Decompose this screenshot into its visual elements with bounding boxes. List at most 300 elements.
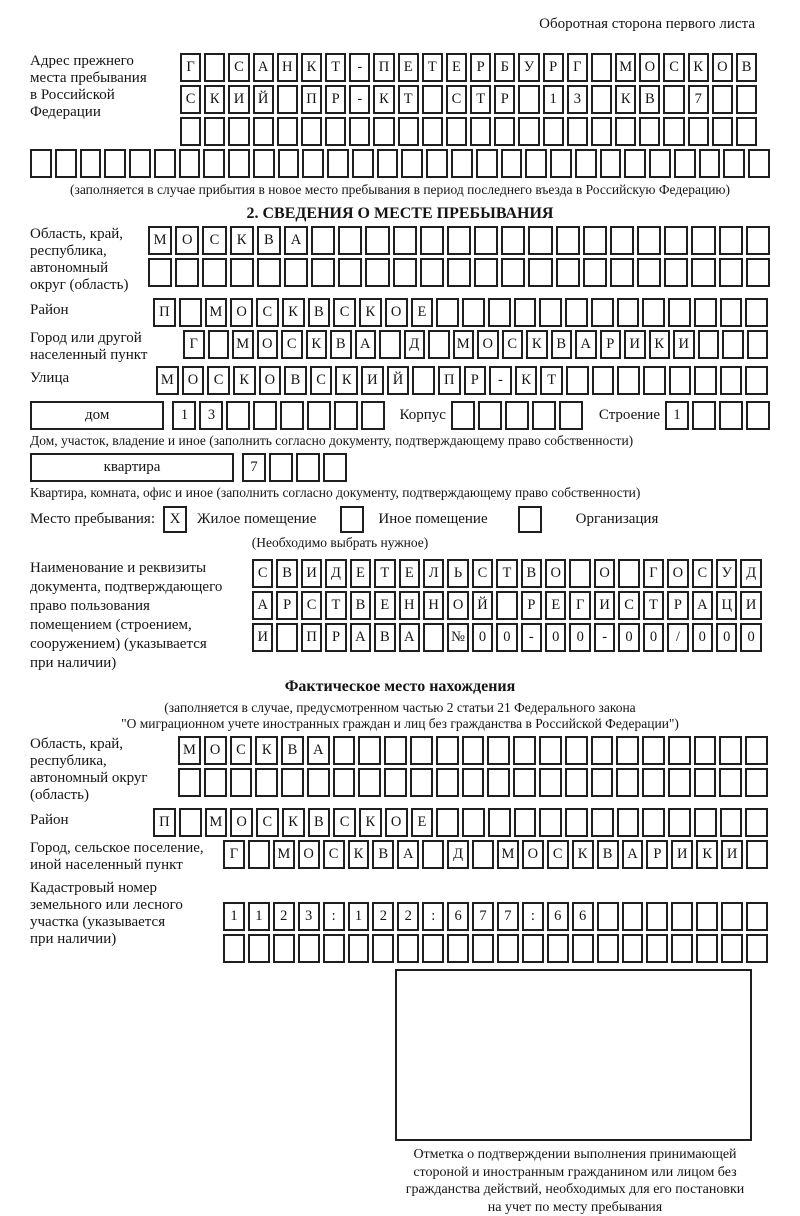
char-box[interactable] xyxy=(522,934,544,963)
char-box[interactable]: Р xyxy=(521,591,542,620)
char-box[interactable] xyxy=(669,366,692,395)
char-box[interactable]: М xyxy=(232,330,254,359)
char-box[interactable] xyxy=(664,258,688,287)
char-box[interactable] xyxy=(451,149,473,178)
char-box[interactable] xyxy=(556,258,580,287)
char-box[interactable]: П xyxy=(373,53,394,82)
char-box[interactable] xyxy=(284,258,308,287)
char-box[interactable]: С xyxy=(618,591,639,620)
char-box[interactable] xyxy=(393,226,417,255)
char-box[interactable] xyxy=(398,117,419,146)
char-box[interactable] xyxy=(591,736,614,765)
char-box[interactable]: 0 xyxy=(569,623,590,652)
char-box[interactable]: И xyxy=(361,366,384,395)
char-box[interactable]: : xyxy=(522,902,544,931)
char-box[interactable]: С xyxy=(228,53,249,82)
char-box[interactable]: О xyxy=(447,591,468,620)
char-box[interactable] xyxy=(496,591,517,620)
char-box[interactable] xyxy=(175,258,199,287)
char-box[interactable] xyxy=(422,117,443,146)
char-box[interactable] xyxy=(311,258,335,287)
char-box[interactable]: Д xyxy=(447,840,469,869)
char-box[interactable]: Е xyxy=(446,53,467,82)
char-box[interactable] xyxy=(646,902,668,931)
char-box[interactable]: В xyxy=(350,591,371,620)
char-box[interactable] xyxy=(154,149,176,178)
char-box[interactable] xyxy=(255,768,278,797)
char-box[interactable] xyxy=(30,149,52,178)
char-box[interactable]: А xyxy=(253,53,274,82)
char-box[interactable] xyxy=(624,149,646,178)
char-box[interactable] xyxy=(539,736,562,765)
char-box[interactable] xyxy=(338,226,362,255)
char-box[interactable]: Р xyxy=(276,591,297,620)
char-box[interactable]: К xyxy=(230,226,254,255)
char-box[interactable] xyxy=(583,226,607,255)
char-box[interactable] xyxy=(488,298,511,327)
char-box[interactable] xyxy=(668,768,691,797)
char-box[interactable] xyxy=(642,808,665,837)
char-box[interactable]: В xyxy=(276,559,297,588)
char-box[interactable] xyxy=(597,902,619,931)
char-box[interactable]: М xyxy=(273,840,295,869)
char-box[interactable]: К xyxy=(282,808,305,837)
char-box[interactable]: Р xyxy=(494,85,515,114)
char-box[interactable]: 0 xyxy=(472,623,493,652)
char-box[interactable] xyxy=(226,401,250,430)
organizatsiya-checkbox[interactable] xyxy=(518,506,542,533)
char-box[interactable] xyxy=(476,149,498,178)
char-box[interactable] xyxy=(745,768,768,797)
char-box[interactable] xyxy=(323,934,345,963)
char-box[interactable]: В xyxy=(521,559,542,588)
char-box[interactable]: Е xyxy=(350,559,371,588)
char-box[interactable]: К xyxy=(615,85,636,114)
char-box[interactable] xyxy=(307,768,330,797)
char-box[interactable]: 3 xyxy=(199,401,223,430)
char-box[interactable] xyxy=(547,934,569,963)
char-box[interactable] xyxy=(617,808,640,837)
zhiloe-checkbox[interactable]: X xyxy=(163,506,187,533)
char-box[interactable] xyxy=(592,366,615,395)
char-box[interactable] xyxy=(513,768,536,797)
char-box[interactable] xyxy=(736,85,757,114)
char-box[interactable]: К xyxy=(335,366,358,395)
char-box[interactable] xyxy=(532,401,556,430)
char-box[interactable] xyxy=(248,840,270,869)
char-box[interactable]: С xyxy=(323,840,345,869)
char-box[interactable] xyxy=(723,149,745,178)
char-box[interactable]: М xyxy=(497,840,519,869)
char-box[interactable]: К xyxy=(301,53,322,82)
char-box[interactable]: В xyxy=(597,840,619,869)
char-box[interactable]: Р xyxy=(464,366,487,395)
char-box[interactable] xyxy=(487,768,510,797)
char-box[interactable] xyxy=(591,768,614,797)
char-box[interactable]: М xyxy=(178,736,201,765)
char-box[interactable]: В xyxy=(308,808,331,837)
char-box[interactable] xyxy=(694,366,717,395)
char-box[interactable]: 7 xyxy=(242,453,266,482)
char-box[interactable]: В xyxy=(736,53,757,82)
char-box[interactable] xyxy=(253,117,274,146)
char-box[interactable]: У xyxy=(716,559,737,588)
char-box[interactable] xyxy=(712,85,733,114)
char-box[interactable]: - xyxy=(521,623,542,652)
char-box[interactable] xyxy=(401,149,423,178)
char-box[interactable] xyxy=(307,401,331,430)
char-box[interactable] xyxy=(451,401,475,430)
char-box[interactable]: С xyxy=(663,53,684,82)
char-box[interactable]: : xyxy=(323,902,345,931)
char-box[interactable] xyxy=(269,453,293,482)
char-box[interactable]: Г xyxy=(567,53,588,82)
char-box[interactable] xyxy=(325,117,346,146)
char-box[interactable] xyxy=(567,117,588,146)
char-box[interactable] xyxy=(565,298,588,327)
char-box[interactable]: В xyxy=(639,85,660,114)
char-box[interactable]: 1 xyxy=(665,401,689,430)
char-box[interactable] xyxy=(412,366,435,395)
char-box[interactable] xyxy=(565,808,588,837)
char-box[interactable]: 6 xyxy=(447,902,469,931)
char-box[interactable] xyxy=(447,934,469,963)
dom-type-box[interactable]: дом xyxy=(30,401,164,430)
char-box[interactable] xyxy=(422,934,444,963)
char-box[interactable]: В xyxy=(281,736,304,765)
char-box[interactable]: Г xyxy=(643,559,664,588)
char-box[interactable] xyxy=(617,366,640,395)
char-box[interactable] xyxy=(204,768,227,797)
char-box[interactable] xyxy=(397,934,419,963)
char-box[interactable]: И xyxy=(673,330,695,359)
char-box[interactable] xyxy=(591,298,614,327)
char-box[interactable]: Т xyxy=(643,591,664,620)
char-box[interactable] xyxy=(180,117,201,146)
char-box[interactable] xyxy=(420,258,444,287)
char-box[interactable]: О xyxy=(257,330,279,359)
char-box[interactable] xyxy=(501,258,525,287)
char-box[interactable] xyxy=(253,401,277,430)
char-box[interactable] xyxy=(622,902,644,931)
char-box[interactable] xyxy=(446,117,467,146)
char-box[interactable]: С xyxy=(180,85,201,114)
char-box[interactable]: К xyxy=(688,53,709,82)
char-box[interactable] xyxy=(692,401,716,430)
char-box[interactable] xyxy=(379,330,401,359)
char-box[interactable]: 2 xyxy=(397,902,419,931)
char-box[interactable] xyxy=(543,117,564,146)
char-box[interactable]: С xyxy=(207,366,230,395)
char-box[interactable]: А xyxy=(252,591,273,620)
char-box[interactable]: М xyxy=(453,330,475,359)
char-box[interactable] xyxy=(426,149,448,178)
char-box[interactable]: - xyxy=(594,623,615,652)
char-box[interactable] xyxy=(583,258,607,287)
char-box[interactable]: № xyxy=(447,623,468,652)
char-box[interactable]: 1 xyxy=(248,902,270,931)
char-box[interactable]: В xyxy=(330,330,352,359)
char-box[interactable]: Т xyxy=(496,559,517,588)
char-box[interactable] xyxy=(748,149,770,178)
char-box[interactable]: О xyxy=(175,226,199,255)
char-box[interactable]: П xyxy=(301,85,322,114)
char-box[interactable] xyxy=(514,808,537,837)
char-box[interactable]: П xyxy=(438,366,461,395)
char-box[interactable] xyxy=(470,117,491,146)
char-box[interactable]: К xyxy=(572,840,594,869)
char-box[interactable]: В xyxy=(284,366,307,395)
char-box[interactable] xyxy=(637,258,661,287)
char-box[interactable]: С xyxy=(256,808,279,837)
char-box[interactable] xyxy=(719,226,743,255)
char-box[interactable]: А xyxy=(350,623,371,652)
char-box[interactable] xyxy=(179,808,202,837)
char-box[interactable] xyxy=(334,401,358,430)
char-box[interactable]: 0 xyxy=(496,623,517,652)
char-box[interactable]: С xyxy=(692,559,713,588)
char-box[interactable]: Е xyxy=(398,53,419,82)
char-box[interactable]: 1 xyxy=(543,85,564,114)
char-box[interactable]: Е xyxy=(545,591,566,620)
char-box[interactable] xyxy=(384,736,407,765)
char-box[interactable]: Б xyxy=(494,53,515,82)
char-box[interactable] xyxy=(298,934,320,963)
char-box[interactable] xyxy=(228,149,250,178)
char-box[interactable] xyxy=(514,298,537,327)
char-box[interactable] xyxy=(472,934,494,963)
char-box[interactable] xyxy=(422,85,443,114)
char-box[interactable] xyxy=(616,736,639,765)
char-box[interactable] xyxy=(462,298,485,327)
char-box[interactable] xyxy=(277,85,298,114)
char-box[interactable] xyxy=(649,149,671,178)
char-box[interactable]: К xyxy=(515,366,538,395)
char-box[interactable]: О xyxy=(298,840,320,869)
char-box[interactable] xyxy=(664,226,688,255)
char-box[interactable]: 1 xyxy=(348,902,370,931)
char-box[interactable]: О xyxy=(230,808,253,837)
char-box[interactable]: И xyxy=(624,330,646,359)
char-box[interactable]: К xyxy=(359,298,382,327)
char-box[interactable] xyxy=(745,298,768,327)
char-box[interactable] xyxy=(643,366,666,395)
char-box[interactable]: Т xyxy=(398,85,419,114)
char-box[interactable] xyxy=(642,768,665,797)
char-box[interactable] xyxy=(348,934,370,963)
char-box[interactable] xyxy=(746,258,770,287)
char-box[interactable] xyxy=(423,623,444,652)
char-box[interactable] xyxy=(600,149,622,178)
char-box[interactable]: 3 xyxy=(567,85,588,114)
char-box[interactable] xyxy=(746,840,768,869)
char-box[interactable] xyxy=(572,934,594,963)
char-box[interactable]: А xyxy=(692,591,713,620)
char-box[interactable] xyxy=(436,768,459,797)
char-box[interactable]: Р xyxy=(646,840,668,869)
char-box[interactable]: 7 xyxy=(472,902,494,931)
char-box[interactable]: М xyxy=(205,808,228,837)
char-box[interactable] xyxy=(281,768,304,797)
char-box[interactable]: Р xyxy=(470,53,491,82)
char-box[interactable] xyxy=(365,226,389,255)
char-box[interactable] xyxy=(501,226,525,255)
char-box[interactable]: М xyxy=(205,298,228,327)
char-box[interactable] xyxy=(565,768,588,797)
char-box[interactable]: К xyxy=(282,298,305,327)
char-box[interactable]: 0 xyxy=(740,623,761,652)
char-box[interactable] xyxy=(257,258,281,287)
char-box[interactable]: 2 xyxy=(273,902,295,931)
char-box[interactable]: И xyxy=(301,559,322,588)
char-box[interactable]: А xyxy=(284,226,308,255)
char-box[interactable]: Л xyxy=(423,559,444,588)
char-box[interactable] xyxy=(373,117,394,146)
char-box[interactable] xyxy=(671,934,693,963)
char-box[interactable] xyxy=(280,401,304,430)
char-box[interactable]: Т xyxy=(422,53,443,82)
char-box[interactable] xyxy=(478,401,502,430)
char-box[interactable] xyxy=(501,149,523,178)
char-box[interactable]: Д xyxy=(325,559,346,588)
char-box[interactable] xyxy=(591,85,612,114)
char-box[interactable] xyxy=(436,736,459,765)
char-box[interactable]: С xyxy=(256,298,279,327)
char-box[interactable] xyxy=(323,453,347,482)
char-box[interactable] xyxy=(497,934,519,963)
char-box[interactable] xyxy=(616,768,639,797)
char-box[interactable] xyxy=(642,736,665,765)
char-box[interactable] xyxy=(566,366,589,395)
char-box[interactable] xyxy=(472,840,494,869)
char-box[interactable]: 0 xyxy=(716,623,737,652)
char-box[interactable] xyxy=(462,736,485,765)
char-box[interactable] xyxy=(618,559,639,588)
char-box[interactable]: К xyxy=(348,840,370,869)
char-box[interactable]: У xyxy=(518,53,539,82)
char-box[interactable] xyxy=(591,808,614,837)
char-box[interactable]: Д xyxy=(404,330,426,359)
char-box[interactable] xyxy=(204,53,225,82)
char-box[interactable]: Е xyxy=(374,591,395,620)
char-box[interactable] xyxy=(208,330,230,359)
char-box[interactable] xyxy=(696,902,718,931)
char-box[interactable]: Ц xyxy=(716,591,737,620)
char-box[interactable] xyxy=(671,902,693,931)
char-box[interactable]: 1 xyxy=(223,902,245,931)
char-box[interactable] xyxy=(622,934,644,963)
char-box[interactable]: К xyxy=(359,808,382,837)
char-box[interactable] xyxy=(311,226,335,255)
char-box[interactable]: Н xyxy=(399,591,420,620)
char-box[interactable]: С xyxy=(301,591,322,620)
char-box[interactable]: Т xyxy=(540,366,563,395)
char-box[interactable]: К xyxy=(526,330,548,359)
char-box[interactable] xyxy=(228,117,249,146)
char-box[interactable] xyxy=(365,258,389,287)
char-box[interactable]: Г xyxy=(180,53,201,82)
char-box[interactable]: 6 xyxy=(547,902,569,931)
char-box[interactable] xyxy=(104,149,126,178)
char-box[interactable] xyxy=(720,808,743,837)
char-box[interactable]: С xyxy=(281,330,303,359)
char-box[interactable] xyxy=(617,298,640,327)
char-box[interactable]: Е xyxy=(399,559,420,588)
char-box[interactable]: В xyxy=(257,226,281,255)
char-box[interactable]: К xyxy=(204,85,225,114)
char-box[interactable] xyxy=(639,117,660,146)
char-box[interactable] xyxy=(436,808,459,837)
char-box[interactable] xyxy=(420,226,444,255)
char-box[interactable]: - xyxy=(489,366,512,395)
char-box[interactable] xyxy=(179,149,201,178)
char-box[interactable] xyxy=(575,149,597,178)
char-box[interactable] xyxy=(699,149,721,178)
char-box[interactable] xyxy=(674,149,696,178)
char-box[interactable]: И xyxy=(594,591,615,620)
char-box[interactable]: С xyxy=(446,85,467,114)
char-box[interactable]: 7 xyxy=(688,85,709,114)
char-box[interactable] xyxy=(230,258,254,287)
char-box[interactable] xyxy=(668,808,691,837)
char-box[interactable]: Т xyxy=(325,591,346,620)
char-box[interactable] xyxy=(428,330,450,359)
char-box[interactable]: Й xyxy=(387,366,410,395)
char-box[interactable] xyxy=(565,736,588,765)
char-box[interactable]: А xyxy=(399,623,420,652)
char-box[interactable] xyxy=(273,934,295,963)
char-box[interactable]: В xyxy=(374,623,395,652)
char-box[interactable] xyxy=(668,736,691,765)
char-box[interactable] xyxy=(129,149,151,178)
char-box[interactable]: О xyxy=(639,53,660,82)
char-box[interactable] xyxy=(722,330,744,359)
char-box[interactable]: К xyxy=(255,736,278,765)
char-box[interactable] xyxy=(333,768,356,797)
char-box[interactable] xyxy=(248,934,270,963)
char-box[interactable]: Т xyxy=(470,85,491,114)
char-box[interactable]: 7 xyxy=(497,902,519,931)
char-box[interactable] xyxy=(302,149,324,178)
char-box[interactable]: О xyxy=(667,559,688,588)
char-box[interactable]: О xyxy=(712,53,733,82)
char-box[interactable]: М xyxy=(148,226,172,255)
char-box[interactable] xyxy=(202,258,226,287)
char-box[interactable] xyxy=(691,226,715,255)
char-box[interactable] xyxy=(746,934,768,963)
char-box[interactable]: А xyxy=(355,330,377,359)
char-box[interactable] xyxy=(296,453,320,482)
char-box[interactable] xyxy=(719,401,743,430)
char-box[interactable] xyxy=(719,768,742,797)
char-box[interactable] xyxy=(539,808,562,837)
char-box[interactable]: М xyxy=(615,53,636,82)
char-box[interactable]: П xyxy=(153,808,176,837)
char-box[interactable]: - xyxy=(349,85,370,114)
char-box[interactable] xyxy=(487,736,510,765)
char-box[interactable] xyxy=(327,149,349,178)
char-box[interactable] xyxy=(550,149,572,178)
char-box[interactable]: П xyxy=(301,623,322,652)
char-box[interactable]: С xyxy=(230,736,253,765)
char-box[interactable] xyxy=(528,226,552,255)
char-box[interactable] xyxy=(148,258,172,287)
char-box[interactable]: М xyxy=(156,366,179,395)
char-box[interactable] xyxy=(488,808,511,837)
char-box[interactable]: К xyxy=(306,330,328,359)
char-box[interactable] xyxy=(204,117,225,146)
char-box[interactable] xyxy=(518,117,539,146)
